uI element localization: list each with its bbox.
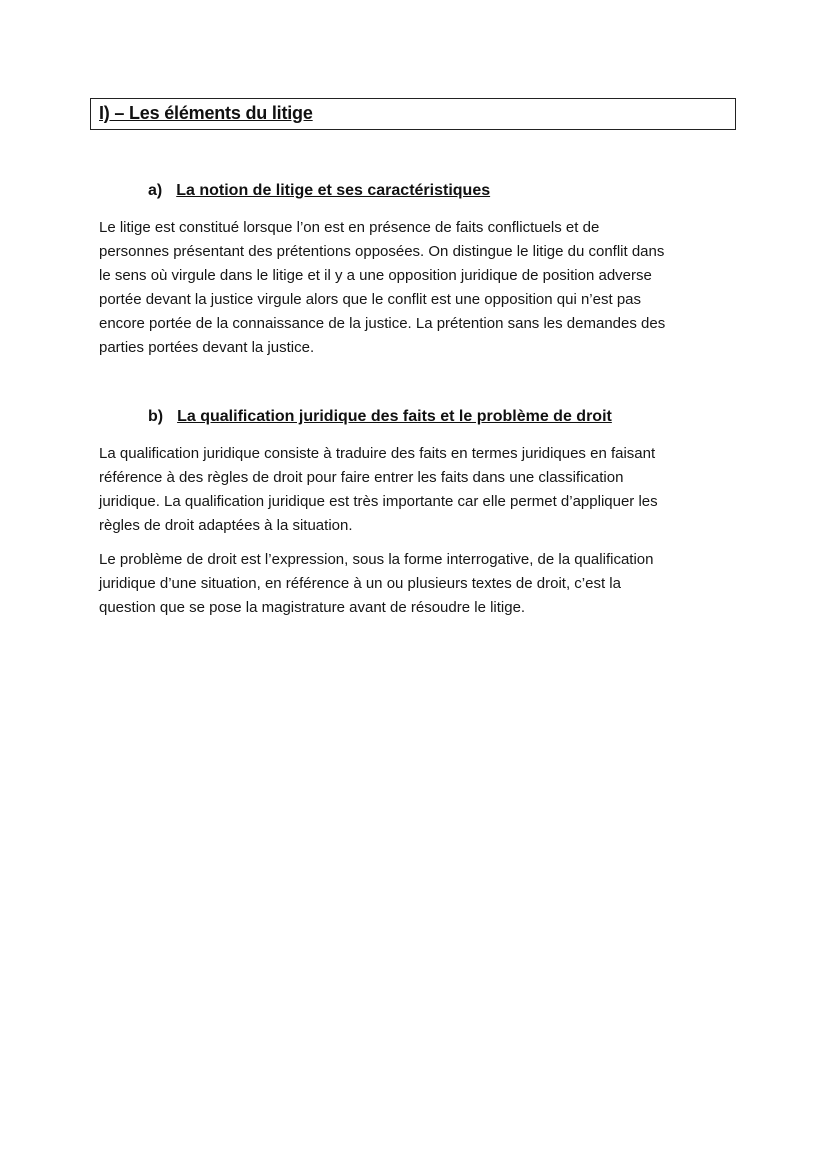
paragraph-line: parties portées devant la justice. xyxy=(99,339,315,356)
subsection-b-title: La qualification juridique des faits et le problème de droit xyxy=(177,408,612,425)
paragraph-line: règles de droit adaptées à la situation. xyxy=(99,517,353,534)
section-title-box xyxy=(90,98,736,130)
paragraph-line: juridique d’une situation, en référence à un ou plusieurs textes de droit, c’est la xyxy=(99,575,621,592)
subsection-a-heading xyxy=(148,182,490,200)
subsection-b-letter: b) xyxy=(148,408,164,425)
subsection-a-letter: a) xyxy=(148,182,163,199)
subsection-b-heading xyxy=(148,408,612,426)
paragraph-line: encore portée de la connaissance de la justice. La prétention sans les demandes des xyxy=(99,315,666,332)
paragraph-line: portée devant la justice virgule alors que le conflit est une opposition qui n’est pas xyxy=(99,291,641,308)
paragraph-line: Le problème de droit est l’expression, sous la forme interrogative, de la qualification xyxy=(99,551,654,568)
paragraph-line: La qualification juridique consiste à traduire des faits en termes juridiques en faisant xyxy=(99,445,656,462)
paragraph-line: personnes présentant des prétentions opposées. On distingue le litige du conflit dans xyxy=(99,243,665,260)
paragraph-line: référence à des règles de droit pour faire entrer les faits dans une classification xyxy=(99,469,624,486)
subsection-a-paragraph xyxy=(99,216,739,360)
subsection-a-title: La notion de litige et ses caractéristiques xyxy=(176,182,491,199)
paragraph-line: le sens où virgule dans le litige et il y a une opposition juridique de position adverse xyxy=(99,267,652,284)
subsection-b-paragraph-1 xyxy=(99,442,739,538)
paragraph-line: Le litige est constitué lorsque l’on est en présence de faits conflictuels et de xyxy=(99,219,600,236)
subsection-b-paragraph-2 xyxy=(99,548,739,620)
paragraph-line: question que se pose la magistrature avant de résoudre le litige. xyxy=(99,599,526,616)
section-title: I) – Les éléments du litige xyxy=(99,103,313,123)
paragraph-line: juridique. La qualification juridique est très importante car elle permet d’appliquer les xyxy=(99,493,658,510)
